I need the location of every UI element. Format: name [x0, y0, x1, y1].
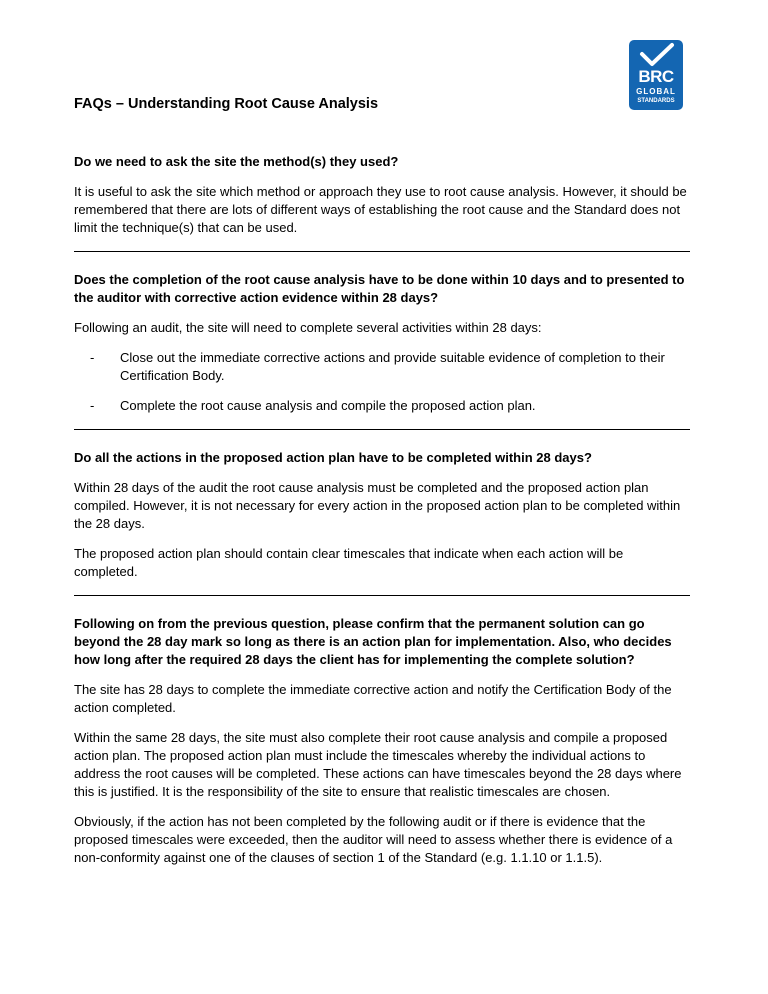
faq-answer-paragraph: It is useful to ask the site which method or approach they use to root cause analysis. However, it should be remembered that there are lots of different ways of establishing the root cause and the Standard does not limit the technique(s) that can be used. — [74, 184, 687, 235]
logo-standards-text: STANDARDS — [637, 98, 675, 104]
faq-answer-paragraph: Obviously, if the action has not been completed by the following audit or if there is evidence that the proposed timescales were exceeded, then the auditor will need to assess whether there is evidence of a non-conformity against one of the clauses of section 1 of the Standard (e.g. 1.1.10 or 1.1.5). — [74, 814, 673, 865]
dash-bullet-icon: - — [90, 398, 95, 413]
faq-answer-paragraph: The site has 28 days to complete the immediate corrective action and notify the Certification Body of the action completed. — [74, 682, 672, 715]
bullet-item — [74, 349, 690, 385]
faq-section — [74, 271, 690, 415]
section-divider — [74, 251, 690, 252]
faq-answer-paragraph: Within the same 28 days, the site must also complete their root cause analysis and compile a proposed action plan. The proposed action plan must include the timescales whereby the individual actions to address the root causes will be completed. These actions can have timescales beyond the 28 days where this is justified. It is the responsibility of the site to ensure that realistic timescales are chosen. — [74, 730, 682, 799]
logo-brc-text: BRC — [638, 67, 674, 86]
faq-question: Do we need to ask the site the method(s) they used? — [74, 154, 399, 169]
bullet-text: Complete the root cause analysis and compile the proposed action plan. — [120, 398, 536, 413]
faq-question: Does the completion of the root cause analysis have to be done within 10 days and to presented to the auditor with corrective action evidence within 28 days? — [74, 272, 685, 305]
logo-global-text: GLOBAL — [636, 87, 676, 96]
brc-global-standards-logo — [629, 40, 683, 110]
checkmark-icon — [636, 42, 676, 68]
bullet-text: Close out the immediate corrective actions and provide suitable evidence of completion to their Certification Body. — [120, 350, 665, 383]
faq-answer-paragraph: Following an audit, the site will need to complete several activities within 28 days: — [74, 320, 542, 335]
faq-section — [74, 449, 690, 581]
faq-question: Do all the actions in the proposed action plan have to be completed within 28 days? — [74, 450, 592, 465]
section-divider — [74, 429, 690, 430]
faq-section — [74, 615, 690, 867]
document-title: FAQs – Understanding Root Cause Analysis — [74, 96, 379, 112]
faq-answer-paragraph: Within 28 days of the audit the root cause analysis must be completed and the proposed action plan compiled. However, it is not necessary for every action in the proposed action plan to be completed within the 28 days. — [74, 480, 681, 531]
faq-question: Following on from the previous question, please confirm that the permanent solution can go beyond the 28 day mark so long as there is an action plan for implementation. Also, who decides how long after the required 28 days the client has for implementing the complete solution? — [74, 616, 672, 667]
faq-list — [74, 153, 690, 879]
faq-section — [74, 153, 690, 237]
bullet-item — [74, 397, 690, 415]
dash-bullet-icon: - — [90, 350, 95, 365]
faq-answer-paragraph: The proposed action plan should contain clear timescales that indicate when each action will be completed. — [74, 546, 624, 579]
answer-bullet-list — [74, 349, 690, 415]
section-divider — [74, 595, 690, 596]
